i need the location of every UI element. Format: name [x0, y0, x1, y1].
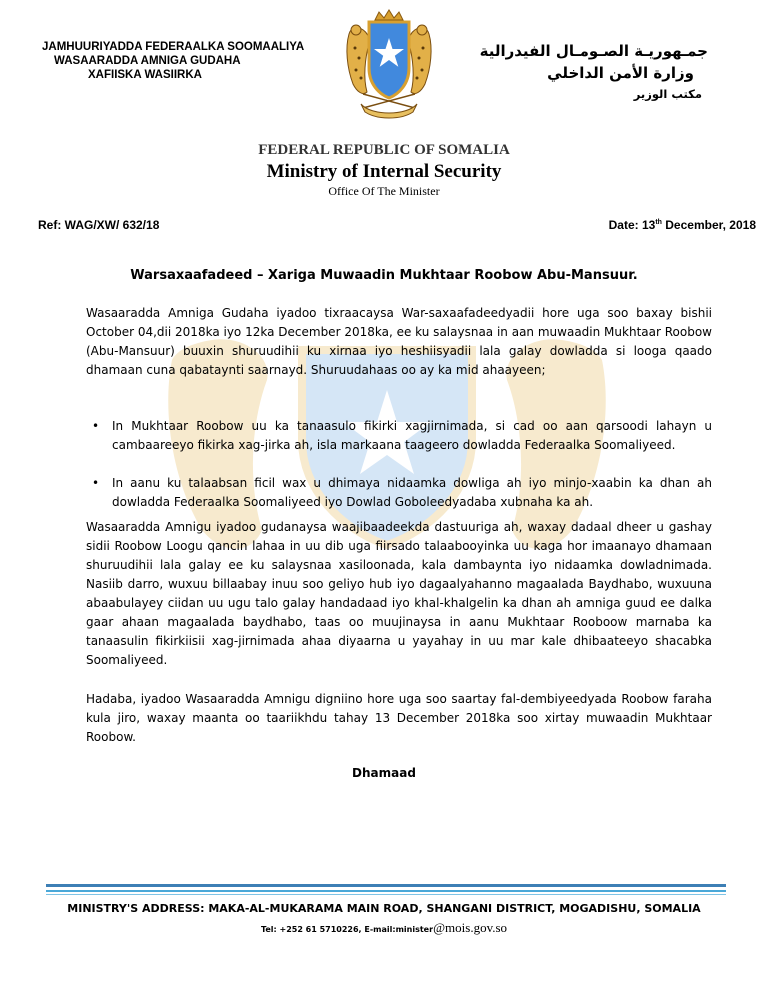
republic-name: FEDERAL REPUBLIC OF SOMALIA: [258, 142, 510, 158]
header-somali-line-2: WASAARADDA AMNIGA GUDAHA: [54, 55, 241, 67]
list-item-text-1: In Mukhtaar Roobow uu ka tanaasulo fikirki xagjirnimada, si cad oo aan qarsoodi lahayn u cambaareeyo fikirka xag-jirka ah, isla markaana taageero dowladda Federaalka Soomaliyeed.: [112, 419, 712, 452]
paragraph-2: Wasaaradda Amnigu iyadoo gudanaysa waajibaadeekda dastuuriga ah, waxay dadaal dheer u gashay sidii Roobow Loogu qancin lahaa in uu dib uga fiirsado talaabooyinka uu kaga hor imaanayo dhamaan shuruudihii lala galay ee ku salaysnaa xasiloonada, kala dambaynta iyo nidaamka dowladnimada. Nasiib darro, wuxuu billaabay inuu soo geliyo hub iyo dagaalyahanno magaalada Baydhabo, wuxuuna abaabulayey ciidan uu ugu talo galay handadaad iyo khal-khalgelin ka dhan ah amniga guud ee dalka gaar ahaan magaalada baydhabo, taas oo muujinaysa in aanu Mukhtaar Rooboow marnaba ka tanaasulin fikirkiisii xag-jirnimada ahaa diyaarna u yayahay in uu mar kale dhibaateeyo shacabka Soomaliyeed.: [86, 520, 712, 667]
reference-number: Ref: WAG/XW/ 632/18: [38, 218, 160, 232]
footer-contact-domain: @mois.gov.so: [433, 920, 508, 935]
date-prefix: Date: 13: [608, 218, 656, 232]
date-suffix-sup: th: [655, 219, 662, 226]
bullet-icon: •: [92, 419, 100, 433]
list-item: [92, 417, 712, 455]
footer-divider: [46, 884, 726, 887]
press-release-title: Warsaxaafadeed – Xariga Muwaadin Mukhtaar Roobow Abu-Mansuur.: [130, 268, 638, 283]
footer-divider: [46, 894, 726, 895]
header-arabic-line-3: مكتب الوزير: [633, 87, 702, 101]
footer-contact: [0, 920, 768, 936]
list-item-text-2: In aanu ku talaabsan ficil wax u dhimaya nidaamka dowliga ah iyo minjo-xaabin ka dhan ah dowladda Federaalka Soomaliyeed iyo Dowlad Goboleedyadaba xubnaha ka ah.: [112, 476, 712, 509]
bullet-icon: •: [92, 476, 100, 490]
date-month-year: December, 2018: [661, 218, 756, 232]
footer-address: MINISTRY'S ADDRESS: MAKA-AL-MUKARAMA MAIN ROAD, SHANGANI DISTRICT, MOGADISHU, SOMALIA: [67, 902, 701, 915]
paragraph-3: Hadaba, iyadoo Wasaaradda Amnigu digniino hore uga soo saartay fal-dembiyeedyada Roobow faraha kula jiro, waxay maanta oo taariikhdu tahay 13 December 2018ka soo xirtay muwaadin Mukhtaar Roobow.: [86, 692, 712, 744]
ministry-name: Ministry of Internal Security: [266, 161, 502, 182]
list-item: [92, 474, 712, 512]
coat-of-arms-icon: [341, 8, 437, 122]
header-somali-line-1: JAMHUURIYADDA FEDERAALKA SOOMAALIYA: [42, 41, 305, 53]
header-somali-line-3: XAFIISKA WASIIRKA: [88, 69, 202, 81]
paragraph-1: Wasaaradda Amniga Gudaha iyadoo tixraacaysa War-saxaafadeedyadii hore uga soo baxay bishii October 04,dii 2018ka iyo 12ka December 2018ka, ee ku salaysnaa in aan muwaadin Mukhtaar Roobow (Abu-Mansuur) buuxin shuruudihii ku xirnaa iyo heshiisyadii lala galay dowladda si looga qaado dhamaan cuna qabataynti saarnayd. Shuruudahaas oo ay ka mid ahaayeen;: [86, 306, 712, 377]
office-name: Office Of The Minister: [328, 184, 440, 198]
document-date: [609, 218, 756, 232]
closing-word: Dhamaad: [352, 766, 416, 780]
footer-contact-phone-email: Tel: +252 61 5710226, E-mail:minister: [260, 925, 434, 934]
footer-divider: [46, 890, 726, 892]
header-arabic: [480, 40, 708, 104]
header-somali: [42, 40, 304, 82]
header-arabic-line-1: جمـهوريـة الصـومـال الفيدرالية: [479, 42, 708, 60]
header-arabic-line-2: وزارة الأمن الداخلي: [547, 64, 694, 82]
